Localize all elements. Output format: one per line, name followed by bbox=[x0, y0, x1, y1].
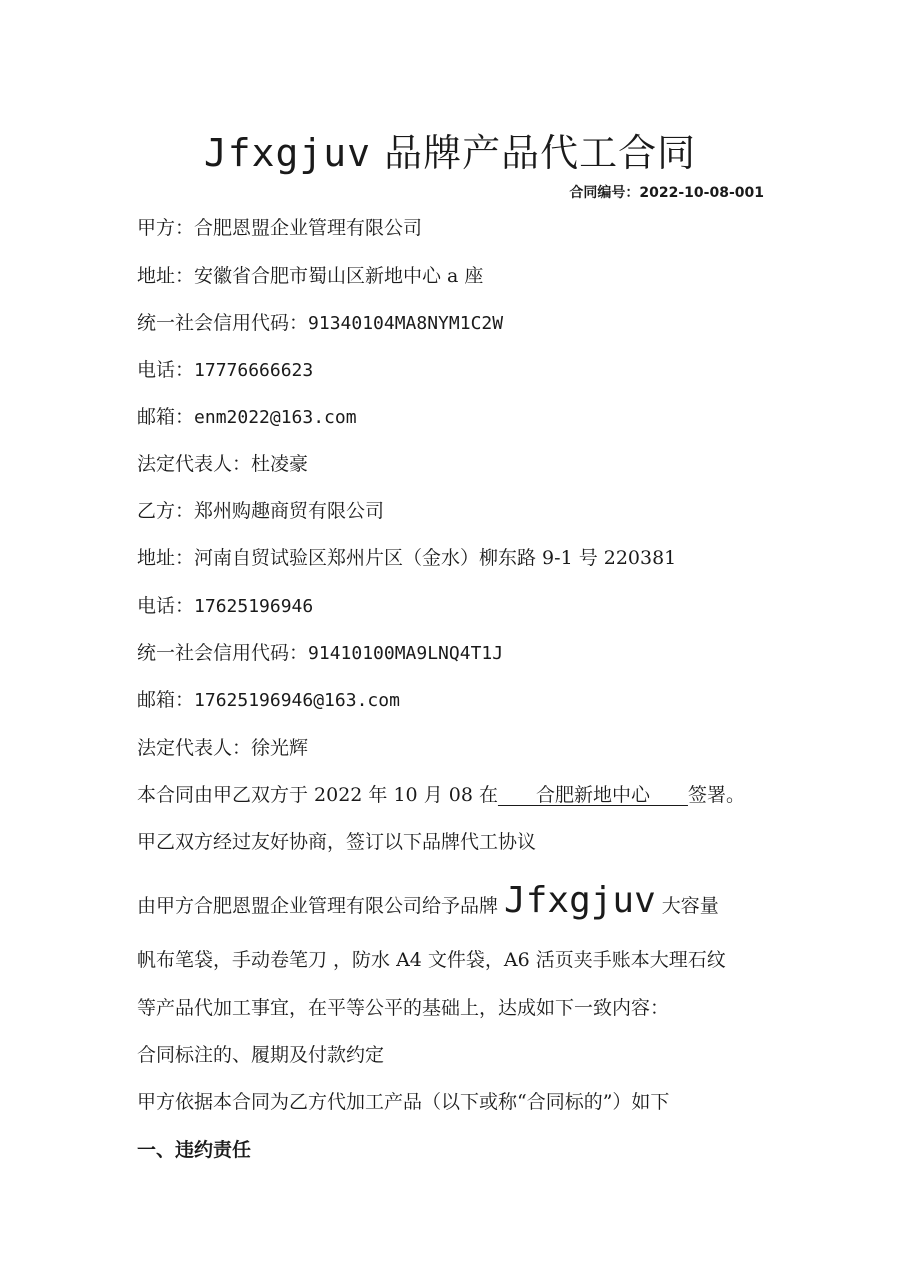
party-b-phone: 17625196946 bbox=[194, 596, 314, 617]
brand-grant-brand: Jfxgjuv bbox=[504, 880, 656, 921]
agreement-basis-line: 等产品代加工事宜，在平等公平的基础上，达成如下一致内容： bbox=[137, 997, 670, 1019]
party-b-phone-line bbox=[137, 591, 313, 618]
party-b-name-line bbox=[137, 496, 384, 523]
payment-terms-line: 合同标注的、履期及付款约定 bbox=[137, 1044, 385, 1066]
party-a-address-line bbox=[137, 261, 483, 288]
title-text: 品牌产品代工合同 bbox=[371, 131, 697, 175]
agreement-intro: 甲乙双方经过友好协商，签订以下品牌代工协议 bbox=[137, 831, 537, 853]
party-b-rep: 徐光辉 bbox=[251, 737, 309, 759]
party-b-name: 郑州购趣商贸有限公司 bbox=[194, 500, 385, 522]
signing-suffix: 签署。 bbox=[687, 784, 745, 806]
contract-number bbox=[569, 182, 764, 202]
party-a-name: 合肥恩盟企业管理有限公司 bbox=[194, 217, 423, 239]
party-b-email-line bbox=[137, 685, 400, 712]
brand-grant-line bbox=[137, 880, 719, 921]
party-a-phone: 17776666623 bbox=[194, 360, 314, 381]
party-a-name-line bbox=[137, 213, 422, 240]
party-a-credit-code: 91340104MA8NYM1C2W bbox=[308, 313, 504, 334]
party-a-credit-line bbox=[137, 308, 503, 335]
party-a-rep-label: 法定代表人： bbox=[137, 453, 252, 475]
party-b-name-label: 乙方： bbox=[137, 500, 195, 522]
party-b-credit-label: 统一社会信用代码： bbox=[137, 642, 309, 664]
party-a-rep: 杜凌豪 bbox=[251, 453, 309, 475]
party-a-rep-line bbox=[137, 449, 308, 476]
party-a-phone-label: 电话： bbox=[137, 359, 195, 381]
signing-prefix: 本合同由甲乙双方于 2022 年 10 月 08 在 bbox=[137, 784, 498, 806]
contract-subject-line: 甲方依据本合同为乙方代加工产品（以下或称“合同标的”）如下 bbox=[137, 1091, 670, 1113]
party-a-name-label: 甲方： bbox=[137, 217, 195, 239]
party-a-address-label: 地址： bbox=[137, 265, 195, 287]
product-list-line: 帆布笔袋，手动卷笔刀 ，防水 A4 文件袋，A6 活页夹手账本大理石纹 bbox=[137, 949, 726, 971]
party-b-rep-line bbox=[137, 733, 308, 760]
party-a-email: enm2022@163.com bbox=[194, 407, 357, 428]
title-brand: Jfxgjuv bbox=[203, 131, 372, 175]
brand-grant-prefix: 由甲方合肥恩盟企业管理有限公司给予品牌 bbox=[137, 895, 505, 917]
party-b-credit-code: 91410100MA9LNQ4T1J bbox=[308, 643, 504, 664]
party-b-address-line bbox=[137, 543, 676, 570]
party-a-email-line bbox=[137, 402, 357, 429]
party-a-email-label: 邮箱： bbox=[137, 406, 195, 428]
signing-place: 合肥新地中心 bbox=[497, 784, 688, 806]
section-heading-breach: 一、违约责任 bbox=[137, 1139, 252, 1161]
party-b-email-label: 邮箱： bbox=[137, 689, 195, 711]
contract-number-label: 合同编号： bbox=[569, 185, 640, 201]
document-title bbox=[0, 122, 900, 177]
party-b-rep-label: 法定代表人： bbox=[137, 737, 252, 759]
party-a-phone-line bbox=[137, 355, 313, 382]
party-a-address: 安徽省合肥市蜀山区新地中心 a 座 bbox=[194, 265, 484, 287]
signing-line bbox=[137, 780, 745, 807]
party-b-credit-line bbox=[137, 638, 503, 665]
brand-grant-suffix: 大容量 bbox=[655, 895, 719, 917]
contract-number-value: 2022-10-08-001 bbox=[639, 185, 764, 201]
party-a-credit-label: 统一社会信用代码： bbox=[137, 312, 309, 334]
party-b-address-label: 地址： bbox=[137, 547, 195, 569]
party-b-phone-label: 电话： bbox=[137, 595, 195, 617]
party-b-email: 17625196946@163.com bbox=[194, 690, 400, 711]
party-b-address: 河南自贸试验区郑州片区（金水）柳东路 9-1 号 220381 bbox=[194, 547, 677, 569]
